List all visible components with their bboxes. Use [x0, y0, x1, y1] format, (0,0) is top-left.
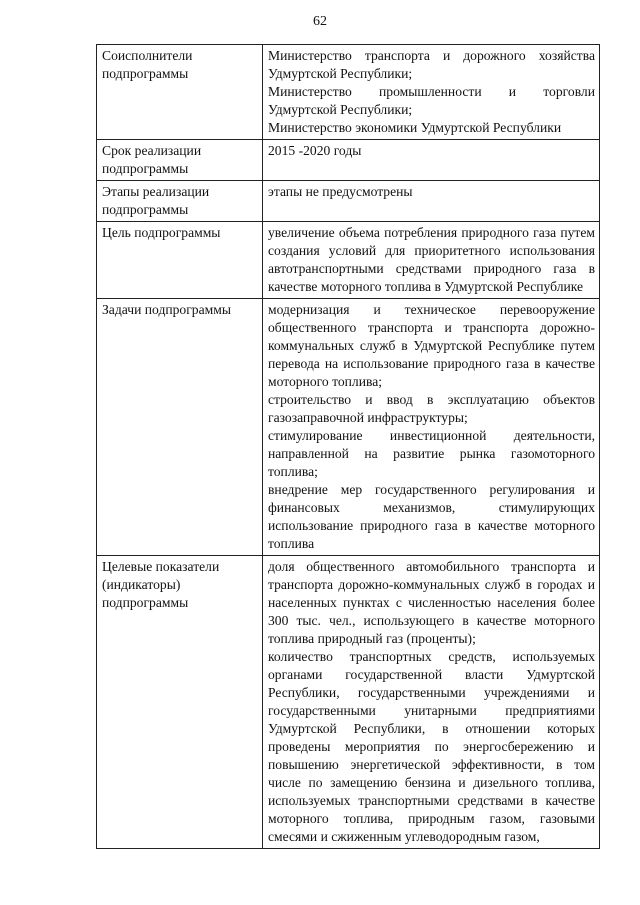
value-paragraph: количество транспортных средств, используемых органами государственной власти Удмуртской Республики, государственными учреждениями и государственными унитарными предприятиями Удмуртской Республики, в отношении которых проведены мероприятия по энергосбережению и повышению энергетической эффективности, в том числе по замещению бензина и дизельного топлива, используемых транспортными средствами в качестве моторного топлива, природным газом, газовыми смесями и сжиженным углеводородным газом, [268, 649, 595, 844]
row-value [263, 45, 600, 140]
table-row [97, 45, 600, 140]
row-value [263, 140, 600, 181]
row-label: Задачи подпрограммы [97, 299, 263, 556]
value-paragraph: доля общественного автомобильного транспорта и транспорта дорожно-коммунальных служб в городах и населенных пунктах с численностью населения более 300 тыс. чел., использующего в качестве моторного топлива природный газ (проценты); [268, 559, 595, 646]
page-number: 62 [313, 14, 327, 29]
table-row [97, 222, 600, 299]
table-row [97, 140, 600, 181]
value-paragraph: Министерство транспорта и дорожного хозяйства Удмуртской Республики; [268, 48, 595, 81]
row-label: Целевые показатели (индикаторы) подпрограммы [97, 556, 263, 849]
table-row [97, 556, 600, 849]
row-label: Цель подпрограммы [97, 222, 263, 299]
value-paragraph: Министерство промышленности и торговли Удмуртской Республики; [268, 84, 595, 117]
value-paragraph: увеличение объема потребления природного газа путем создания условий для приоритетного использования автотранспортными средствами природного газа в качестве моторного топлива в Удмуртской Республике [268, 225, 595, 294]
table-row [97, 299, 600, 556]
value-paragraph: внедрение мер государственного регулирования и финансовых механизмов, стимулирующих использование природного газа в качестве моторного топлива [268, 482, 595, 551]
row-label: Соисполнители подпрограммы [97, 45, 263, 140]
value-paragraph: этапы не предусмотрены [268, 184, 413, 199]
row-value [263, 222, 600, 299]
value-paragraph: 2015 -2020 годы [268, 143, 362, 158]
value-paragraph: модернизация и техническое перевооружение общественного транспорта и транспорта дорожно-коммунальных служб в Удмуртской Республике путем перевода на использование природного газа в качестве моторного топлива; [268, 302, 595, 389]
table-row [97, 181, 600, 222]
table-body [97, 45, 600, 849]
subprogram-passport-table [96, 44, 600, 849]
value-paragraph: Министерство экономики Удмуртской Республики [268, 120, 562, 135]
row-label: Этапы реализации подпрограммы [97, 181, 263, 222]
value-paragraph: стимулирование инвестиционной деятельности, направленной на развитие рынка газомоторного топлива; [268, 428, 595, 479]
value-paragraph: строительство и ввод в эксплуатацию объектов газозаправочной инфраструктуры; [268, 392, 595, 425]
row-value [263, 299, 600, 556]
row-label: Срок реализации подпрограммы [97, 140, 263, 181]
row-value [263, 181, 600, 222]
row-value [263, 556, 600, 849]
